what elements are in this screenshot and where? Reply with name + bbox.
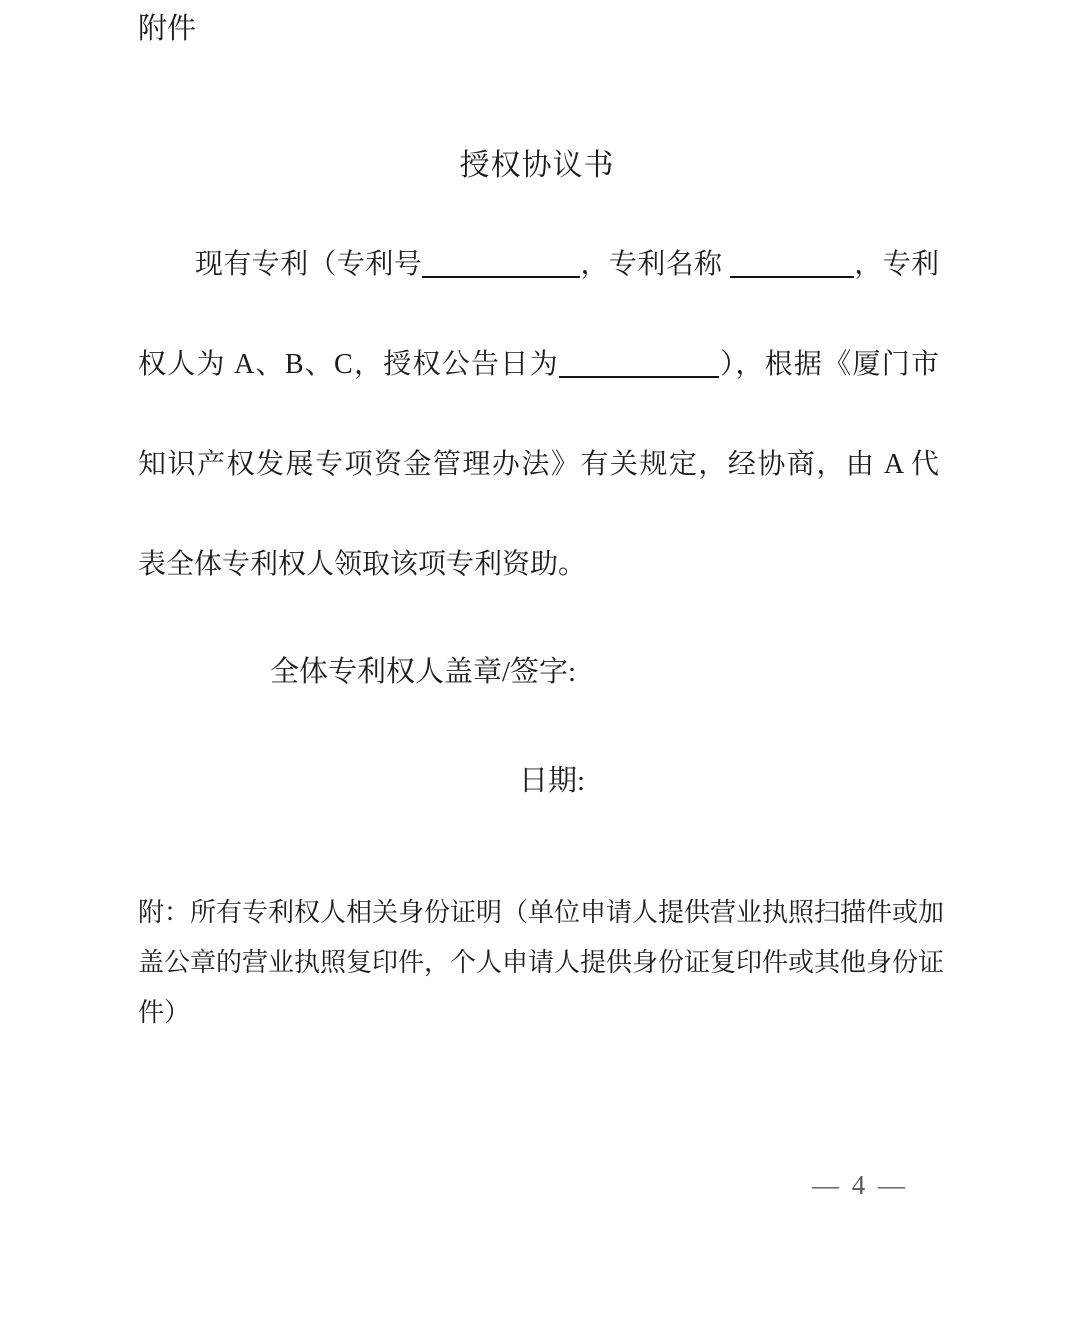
attachment-label: 附件 bbox=[138, 13, 197, 45]
agreement-paragraph bbox=[138, 215, 939, 615]
paragraph-line-3: 知识产权发展专项资金管理办法》有关规定，经协商，由 A 代 bbox=[138, 449, 939, 480]
line2-text-1: 权人为 A、B、C，授权公告日为 bbox=[138, 349, 559, 380]
note-line-1: 附：所有专利权人相关身份证明（单位申请人提供营业执照扫描件或加 bbox=[138, 898, 945, 927]
line1-text-1: 现有专利（专利号 bbox=[195, 249, 423, 280]
document-title: 授权协议书 bbox=[459, 149, 615, 182]
line2-text-2: ），根据《厦门市 bbox=[718, 349, 939, 380]
patent-number-blank bbox=[422, 248, 580, 278]
grant-date-blank bbox=[559, 348, 719, 378]
paragraph-line-2 bbox=[138, 315, 939, 415]
line1-text-3: ，专利 bbox=[853, 249, 939, 280]
paragraph-line-1 bbox=[138, 215, 939, 315]
page-number: — 4 — bbox=[812, 1170, 908, 1200]
patent-name-blank bbox=[730, 248, 854, 278]
signature-label: 全体专利权人盖章/签字: bbox=[270, 656, 577, 688]
line1-text-2: ，专利名称 bbox=[580, 249, 730, 280]
note-line-3: 件） bbox=[138, 998, 191, 1027]
paragraph-line-4: 表全体专利权人领取该项专利资助。 bbox=[138, 549, 587, 580]
date-label: 日期: bbox=[519, 765, 586, 797]
note-paragraph bbox=[138, 888, 945, 1038]
note-line-2: 盖公章的营业执照复印件，个人申请人提供身份证复印件或其他身份证 bbox=[138, 948, 945, 977]
